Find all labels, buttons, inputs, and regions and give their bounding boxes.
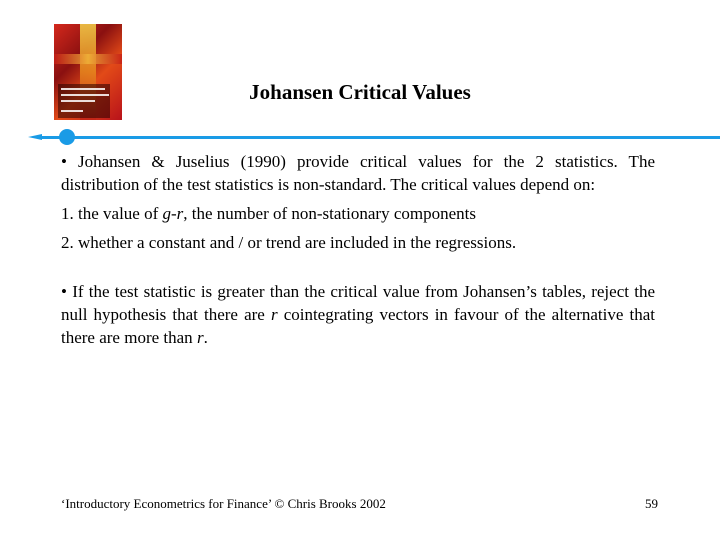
variable-r: r [270, 305, 278, 324]
rule-bullet-dot [59, 129, 75, 145]
bullet-2-part-1: • If the test statistic is greater than the critical value from Johansen’s tables, reject the null hypothesis that there are [61, 282, 655, 324]
cover-text-line [61, 110, 83, 112]
slide-body [61, 150, 655, 349]
bullet-paragraph-1: • Johansen & Juselius (1990) provide critical values for the 2 statistics. The distribution of the test statistics is non-standard. The critical values depend on: [61, 152, 655, 194]
slide-title: Johansen Critical Values [249, 80, 471, 104]
variable-r: r [196, 328, 204, 347]
variable-g-r: g-r [162, 204, 184, 223]
book-cover-image [54, 24, 122, 120]
bullet-paragraph-2 [61, 280, 655, 349]
list-item-1 [61, 202, 655, 225]
title-divider-rule [40, 136, 720, 139]
page-number: 59 [645, 496, 658, 511]
bullet-2-part-3: . [203, 328, 208, 347]
list-item-2: 2. whether a constant and / or trend are included in the regressions. [61, 233, 517, 252]
cover-text-line [61, 94, 109, 96]
cover-text-line [61, 100, 95, 102]
cover-glow-horizontal [54, 54, 122, 64]
list-item-1-prefix: 1. the value of [61, 204, 163, 223]
list-item-1-rest: , the number of non-stationary components [183, 204, 476, 223]
bullet-2-part-2: cointegrating vectors in favour of the alternative that there are more than [61, 305, 656, 347]
slide-footer: ‘Introductory Econometrics for Finance’ © Chris Brooks 2002 [61, 496, 386, 511]
cover-text-line [61, 88, 105, 90]
